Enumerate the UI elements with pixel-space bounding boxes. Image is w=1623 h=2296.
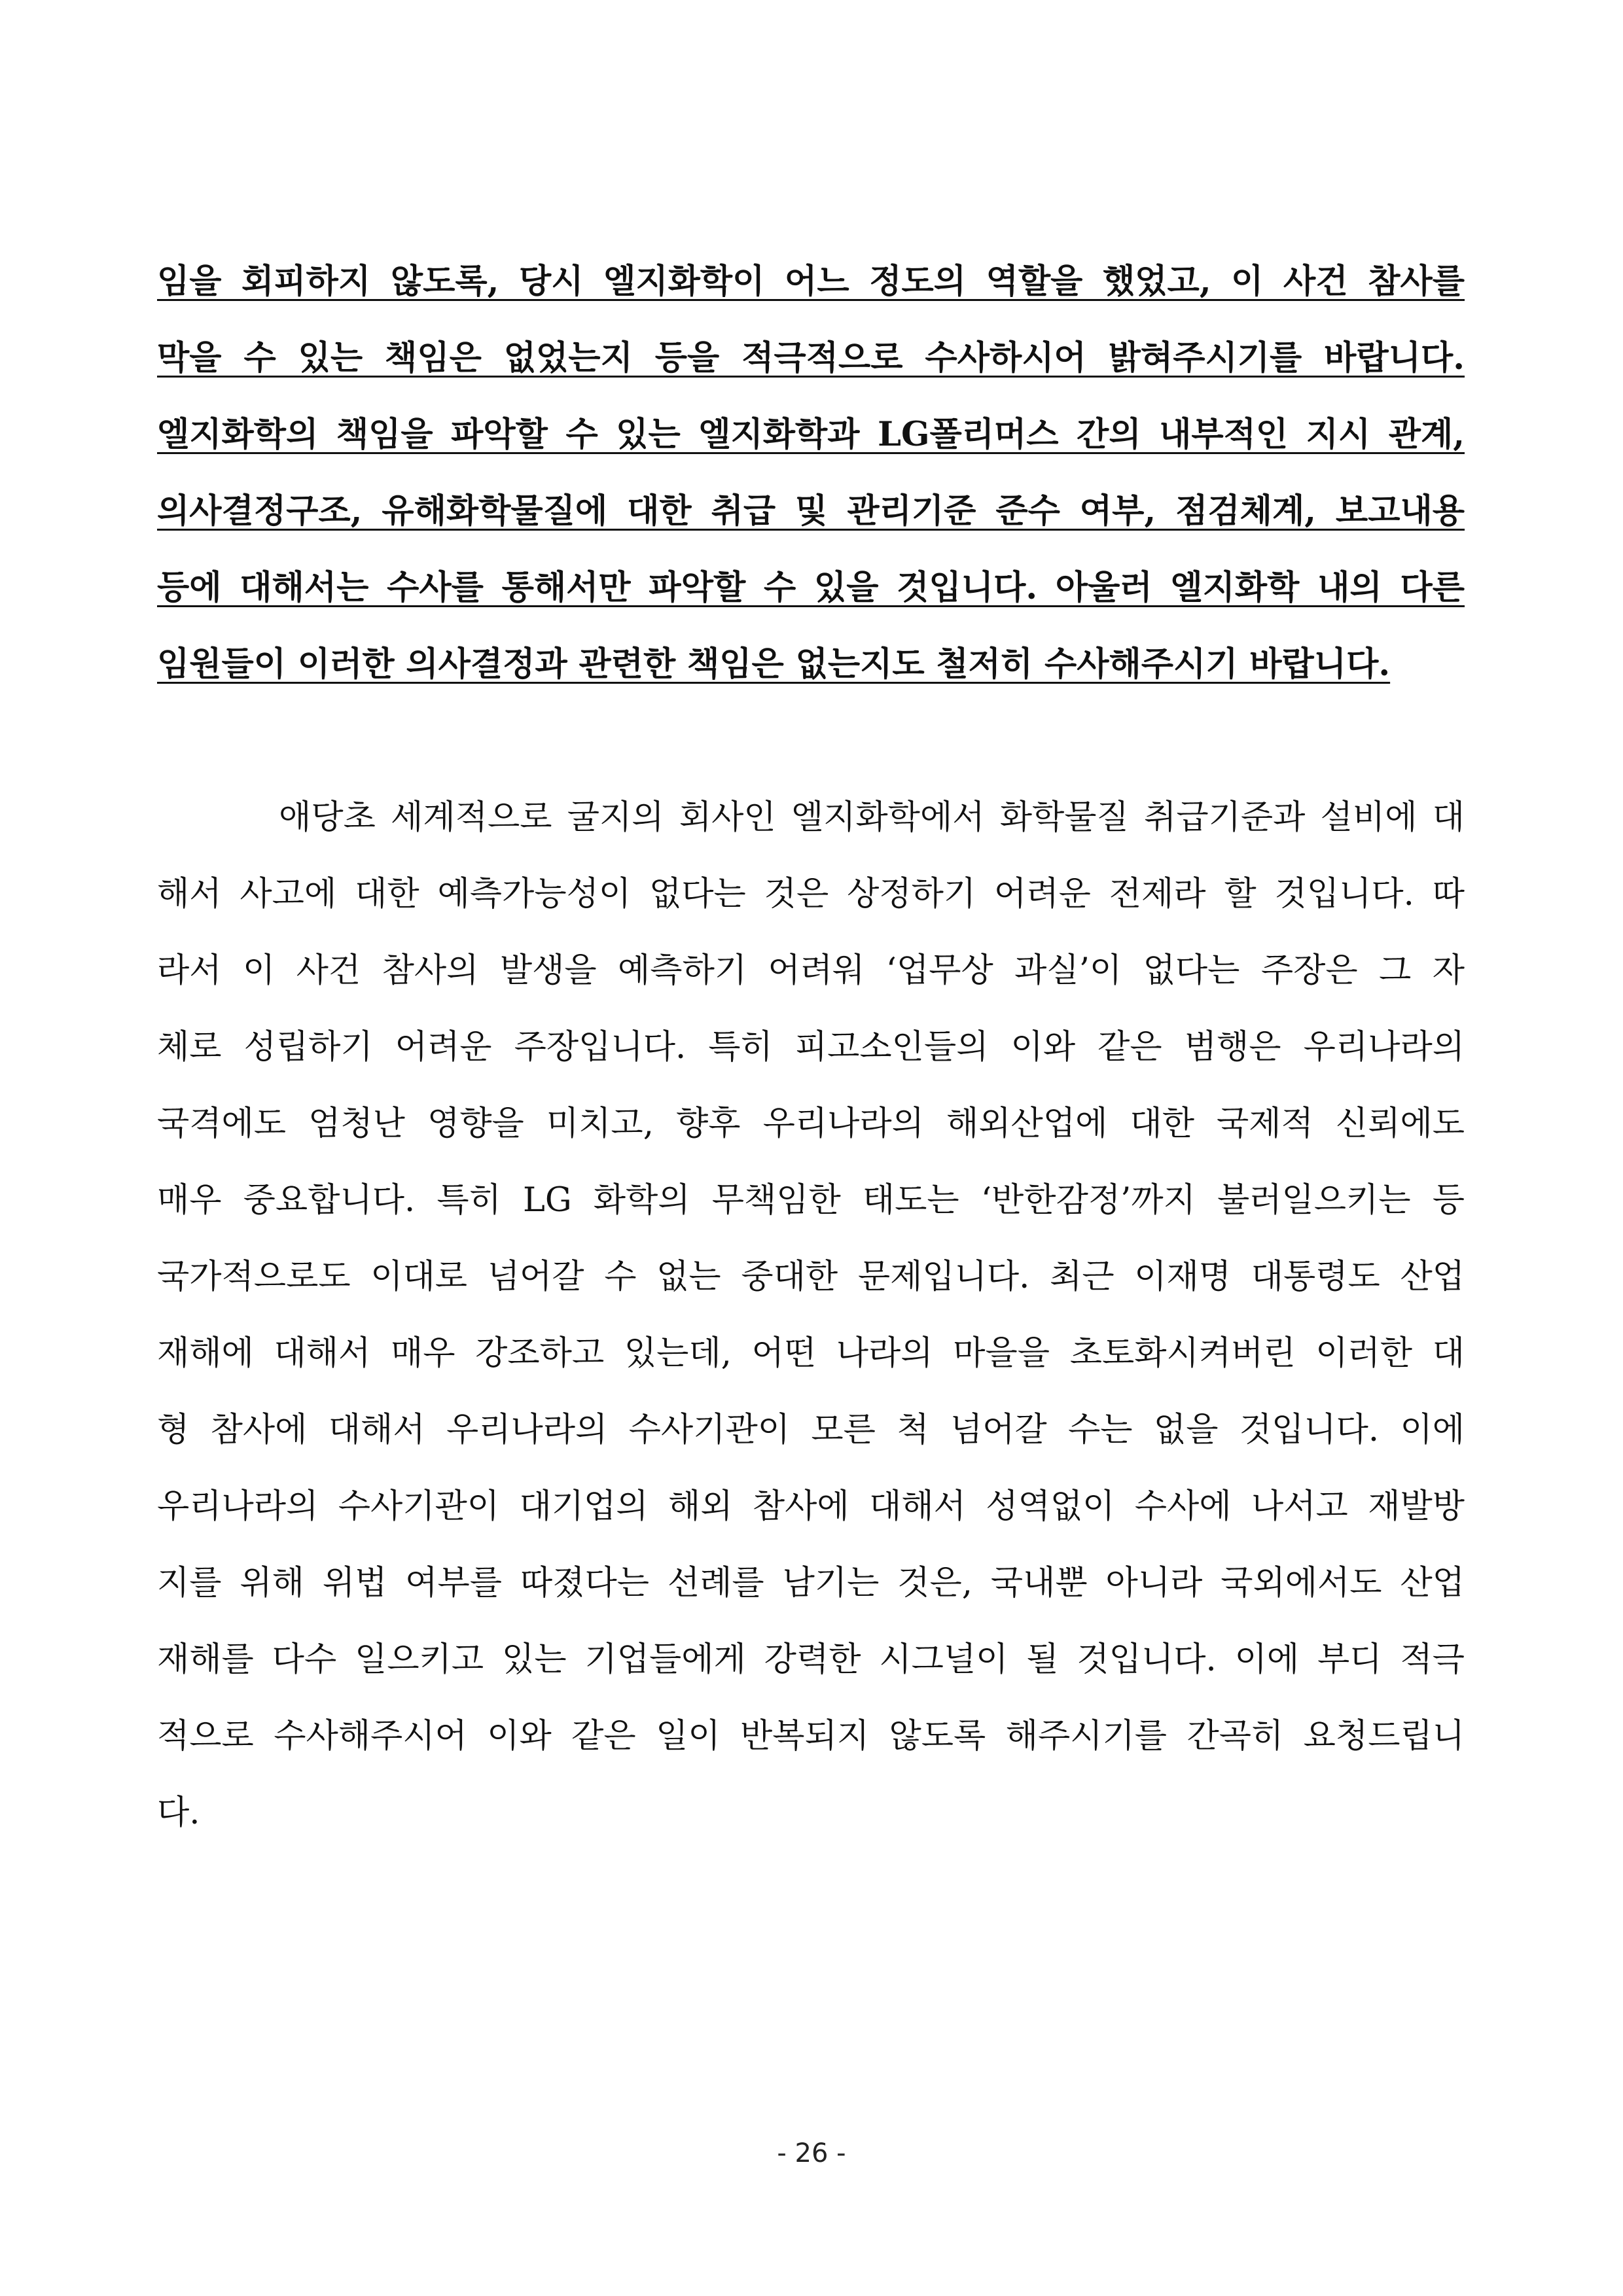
body-line: 재해에 대해서 매우 강조하고 있는데, 어떤 나라의 마을을 초토화시켜버린 이러한 대 [157,1334,1465,1373]
body-line: 매우 중요합니다. 특히 LG 화학의 무책임한 태도는 ‘반한감정’까지 불러일으키는 등 [157,1181,1465,1220]
page-number: - 26 - [777,2138,846,2168]
body-line: 다. [157,1793,200,1832]
body-paragraph [157,798,1465,1858]
body-line: 지를 위해 위법 여부를 따졌다는 선례를 남기는 것은, 국내뿐 아니라 국외에서도 산업 [157,1564,1465,1602]
emphasis-line: 임원들이 이러한 의사결정과 관련한 책임은 없는지도 철저히 수사해주시기 바랍니다. [157,645,1391,684]
body-line: 국가적으로도 이대로 넘어갈 수 없는 중대한 문제입니다. 최근 이재명 대통령도 산업 [157,1258,1465,1296]
body-line: 라서 이 사건 참사의 발생을 예측하기 어려워 ‘업무상 과실’이 없다는 주장은 그 자 [157,951,1465,990]
body-line: 체로 성립하기 어려운 주장입니다. 특히 피고소인들의 이와 같은 범행은 우리나라의 [157,1028,1465,1067]
body-line: 애당초 세계적으로 굴지의 회사인 엘지화학에서 화학물질 취급기준과 설비에 대 [157,798,1465,837]
emphasis-paragraph [157,262,1465,694]
body-line: 적으로 수사해주시어 이와 같은 일이 반복되지 않도록 해주시기를 간곡히 요청드립니 [157,1717,1465,1756]
body-line: 우리나라의 수사기관이 대기업의 해외 참사에 대해서 성역없이 수사에 나서고 재발방 [157,1487,1465,1526]
body-line: 형 참사에 대해서 우리나라의 수사기관이 모른 척 넘어갈 수는 없을 것입니다. 이에 [157,1411,1465,1449]
emphasis-line: 막을 수 있는 책임은 없었는지 등을 적극적으로 수사하시어 밝혀주시기를 바랍니다. [157,338,1465,378]
emphasis-line: 엘지화학의 책임을 파악할 수 있는 엘지화학과 LG폴리머스 간의 내부적인 지시 관계, [157,415,1465,454]
emphasis-line: 의사결정구조, 유해화학물질에 대한 취급 및 관리기준 준수 여부, 점검체계, 보고내용 [157,491,1465,531]
body-line: 재해를 다수 일으키고 있는 기업들에게 강력한 시그널이 될 것입니다. 이에 부디 적극 [157,1640,1465,1679]
emphasis-line: 임을 회피하지 않도록, 당시 엘지화학이 어느 정도의 역할을 했었고, 이 사건 참사를 [157,262,1465,301]
emphasis-line: 등에 대해서는 수사를 통해서만 파악할 수 있을 것입니다. 아울러 엘지화학 내의 다른 [157,568,1465,607]
body-line: 해서 사고에 대한 예측가능성이 없다는 것은 상정하기 어려운 전제라 할 것입니다. 따 [157,875,1465,913]
body-line: 국격에도 엄청난 영향을 미치고, 향후 우리나라의 해외산업에 대한 국제적 신뢰에도 [157,1104,1465,1143]
